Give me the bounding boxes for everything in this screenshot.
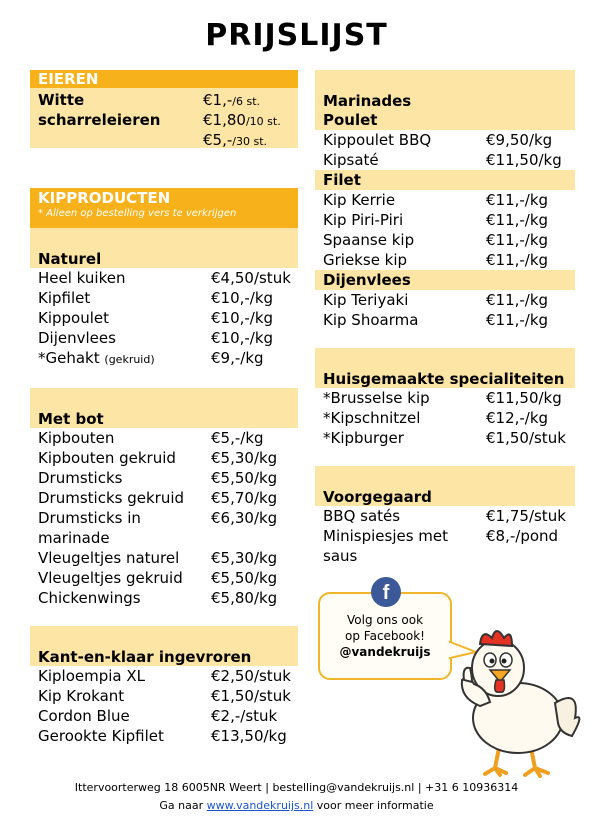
met-bot-header: Met bot [38, 410, 104, 428]
eieren-section [30, 88, 298, 148]
price: €5,- [203, 131, 233, 149]
list-item: Kipfilet €10,-/kg [38, 289, 274, 307]
footer-goto-prefix: Ga naar [159, 799, 207, 812]
list-item: *Brusselse kip €11,50/kg [323, 389, 562, 407]
kant-en-klaar-header-block [30, 626, 298, 666]
bubble-line1: Volg ons ook [346, 613, 424, 627]
dijenvlees-list [315, 290, 575, 330]
naturel-header: Naturel [38, 250, 102, 268]
list-item: Gerookte Kipfilet €13,50/kg [38, 727, 287, 745]
eieren-price-30 [203, 130, 267, 152]
list-item: Kippoulet BBQ €9,50/kg [323, 131, 553, 149]
kipproducten-header: KIPPRODUCTEN [38, 189, 171, 207]
list-item: Drumsticks €5,50/kg [38, 469, 278, 487]
list-item: Kip Piri-Piri €11,-/kg [323, 211, 549, 229]
eieren-header: EIEREN [30, 70, 298, 88]
kant-en-klaar-header: Kant-en-klaar ingevroren [38, 648, 252, 666]
list-item: Kiploempia XL €2,50/stuk [38, 667, 291, 685]
eieren-name-line2: scharreleieren [38, 111, 161, 129]
list-item: *Kipschnitzel €12,-/kg [323, 409, 549, 427]
list-item-continuation: saus [323, 547, 358, 565]
chicken-mascot-icon [440, 618, 590, 778]
list-item: Griekse kip €11,-/kg [323, 251, 549, 269]
marinades-header-block [315, 70, 575, 110]
price: €1,80 [203, 111, 246, 129]
dijenvlees-header: Dijenvlees [315, 270, 575, 290]
facebook-handle: @vandekruijs [339, 645, 431, 659]
met-bot-header-block [30, 388, 298, 428]
list-item: Spaanse kip €11,-/kg [323, 231, 549, 249]
list-item: Kip Kerrie €11,-/kg [323, 191, 549, 209]
footer-goto-suffix: voor meer informatie [313, 799, 434, 812]
eieren-name-line1: Witte [38, 91, 85, 109]
unit: /30 st. [232, 135, 268, 148]
kipproducten-header-block [30, 188, 298, 228]
poulet-header: Poulet [315, 110, 575, 130]
list-item: Dijenvlees €10,-/kg [38, 329, 274, 347]
list-item: Kippoulet €10,-/kg [38, 309, 274, 327]
list-item: Kip Shoarma €11,-/kg [323, 311, 549, 329]
list-item: Kip Krokant €1,50/stuk [38, 687, 291, 705]
facebook-icon[interactable]: f [371, 577, 401, 607]
poulet-list [315, 130, 575, 170]
website-link[interactable]: www.vandekruijs.nl [206, 799, 314, 812]
list-item: *Kipburger €1,50/stuk [323, 429, 566, 447]
huisgemaakt-list [315, 388, 575, 448]
voorgegaard-header-block [315, 466, 575, 506]
page-title: PRIJSLIJST [205, 18, 388, 53]
kant-en-klaar-list [30, 666, 298, 746]
eieren-price-10 [203, 110, 281, 132]
right-column [315, 70, 575, 566]
list-item: Kip Teriyaki €11,-/kg [323, 291, 549, 309]
list-item: Kipbouten gekruid €5,30/kg [38, 449, 278, 467]
footer-info [0, 799, 593, 812]
list-item: Cordon Blue €2,-/stuk [38, 707, 278, 725]
met-bot-list [30, 428, 298, 608]
list-item: BBQ satés €1,75/stuk [323, 507, 566, 525]
voorgegaard-header: Voorgegaard [323, 488, 432, 506]
list-item: Heel kuiken €4,50/stuk [38, 269, 291, 287]
marinades-header: Marinades [323, 92, 412, 110]
price: €1,- [203, 91, 233, 109]
voorgegaard-list [315, 506, 575, 566]
naturel-list [30, 268, 298, 370]
naturel-header-block [30, 228, 298, 268]
list-item: Kipsaté €11,50/kg [323, 151, 562, 169]
huisgemaakt-header: Huisgemaakte specialiteiten [323, 370, 565, 388]
footer-contact: Ittervoorterweg 18 6005NR Weert | bestelling@vandekruijs.nl | +31 6 10936314 [74, 781, 519, 794]
list-item: Vleugeltjes gekruid €5,50/kg [38, 569, 278, 587]
list-item: Kipbouten €5,-/kg [38, 429, 264, 447]
unit: /6 st. [232, 95, 261, 108]
list-item: *Gehakt (gekruid) €9,-/kg [38, 349, 264, 367]
bubble-line2: op Facebook! [345, 629, 425, 643]
filet-list [315, 190, 575, 270]
huisgemaakt-header-block [315, 348, 575, 388]
left-column [30, 70, 298, 746]
kipproducten-note: * Alleen op bestelling vers te verkrijgen [38, 208, 237, 219]
list-item: Vleugeltjes naturel €5,30/kg [38, 549, 278, 567]
list-item: Minispiesjes met €8,-/pond [323, 527, 559, 545]
list-item: Chickenwings €5,80/kg [38, 589, 278, 607]
eieren-price-6 [203, 90, 260, 112]
list-item: Drumsticks in €6,30/kg [38, 509, 278, 527]
list-item: Drumsticks gekruid €5,70/kg [38, 489, 278, 507]
unit: /10 st. [245, 115, 281, 128]
list-item-continuation: marinade [38, 529, 110, 547]
filet-header: Filet [315, 170, 575, 190]
